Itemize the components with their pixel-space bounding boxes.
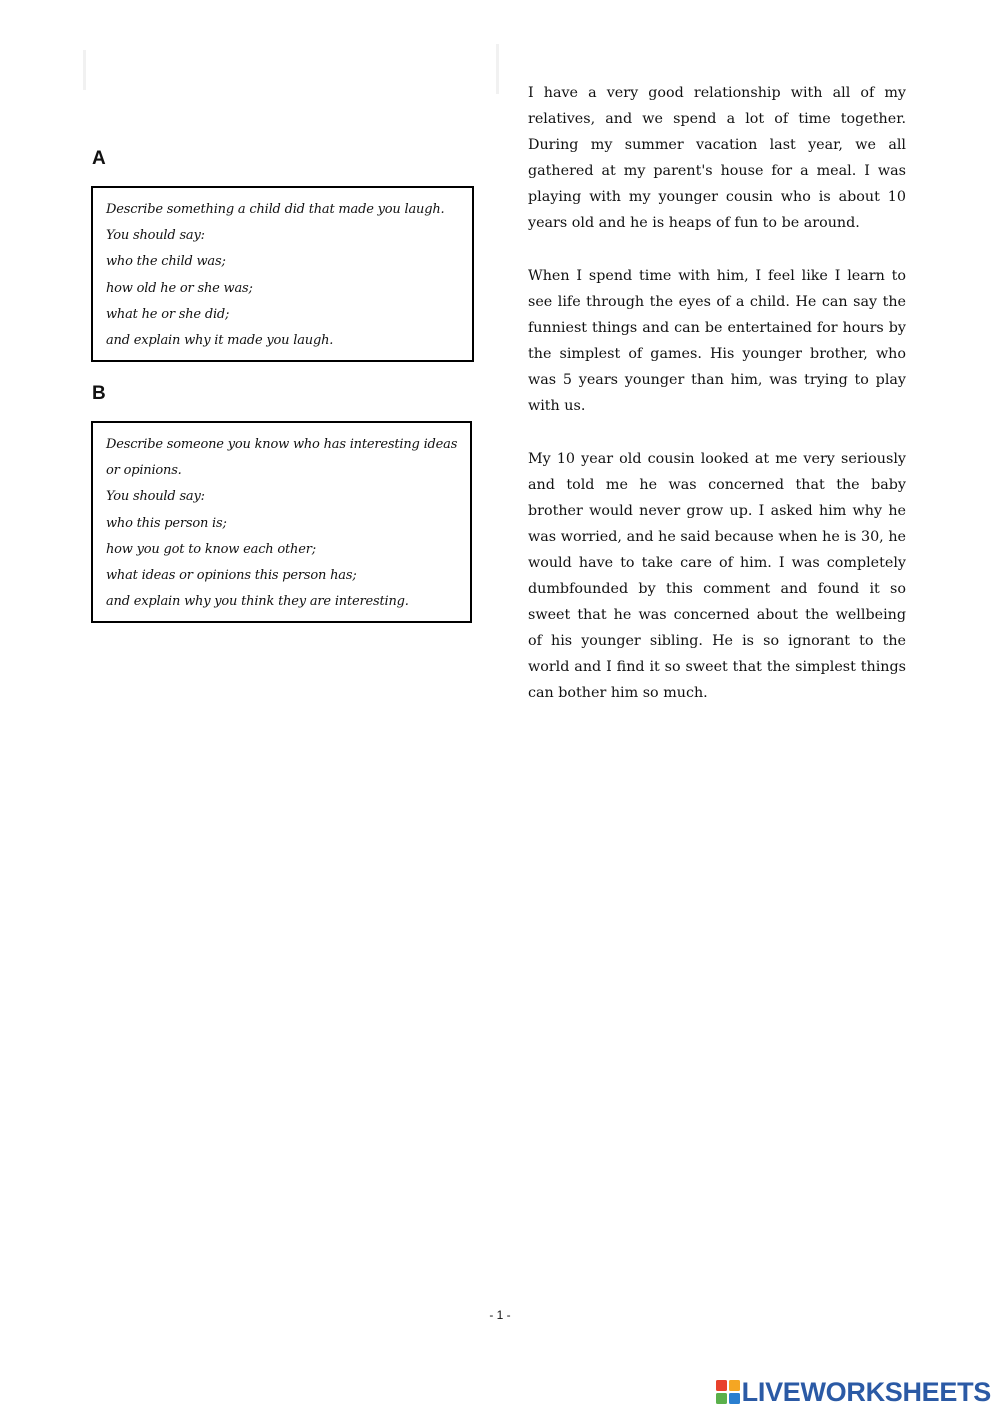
prompt-line: who the child was;	[106, 254, 226, 270]
prompt-line: and explain why you think they are interesting.	[106, 594, 409, 610]
prompt-line: how you got to know each other;	[106, 541, 316, 557]
page-number: - 1 -	[489, 1308, 511, 1322]
scan-mark	[83, 50, 86, 90]
prompt-line: how old he or she was;	[106, 280, 253, 296]
model-answer-passage	[528, 80, 906, 733]
prompt-line: or opinions.	[106, 463, 182, 479]
prompt-line: and explain why it made you laugh.	[106, 333, 334, 349]
prompt-line: what ideas or opinions this person has;	[106, 568, 357, 584]
scan-mark	[496, 44, 499, 94]
section-label-b: B	[92, 383, 106, 404]
liveworksheets-logo-icon	[716, 1380, 740, 1404]
prompt-line: Describe something a child did that made you laugh.	[106, 202, 445, 217]
liveworksheets-brand[interactable]	[716, 1375, 991, 1409]
prompt-line: You should say:	[106, 489, 205, 505]
section-label-a: A	[92, 148, 106, 169]
prompt-line: Describe someone you know who has interesting ideas	[106, 437, 458, 452]
prompt-line: You should say:	[106, 228, 205, 244]
brand-text: LIVEWORKSHEETS	[741, 1376, 991, 1407]
passage-paragraph: I have a very good relationship with all of my relatives, and we spend a lot of time together. During my summer vacation last year, we all gathered at my parent's house for a meal. I was playing with my younger cousin who is about 10 years old and he is heaps of fun to be around.	[528, 85, 906, 231]
passage-paragraph: When I spend time with him, I feel like I learn to see life through the eyes of a child. He can say the funniest things and can be entertained for hours by the simplest of games. His younger brother, who was 5 years younger than him, was trying to play with us.	[528, 268, 906, 414]
prompt-box-b	[91, 421, 472, 623]
passage-paragraph: My 10 year old cousin looked at me very seriously and told me he was concerned that the baby brother would never grow up. I asked him why he was worried, and he said because when he is 30, he would have to take care of him. I was completely dumbfounded by this comment and found it so sweet that he was concerned about the wellbeing of his younger sibling. He is so ignorant to the world and I find it so sweet that the simplest things can bother him so much.	[528, 451, 906, 701]
prompt-box-a	[91, 186, 474, 362]
prompt-line: what he or she did;	[106, 306, 230, 322]
prompt-line: who this person is;	[106, 515, 227, 531]
